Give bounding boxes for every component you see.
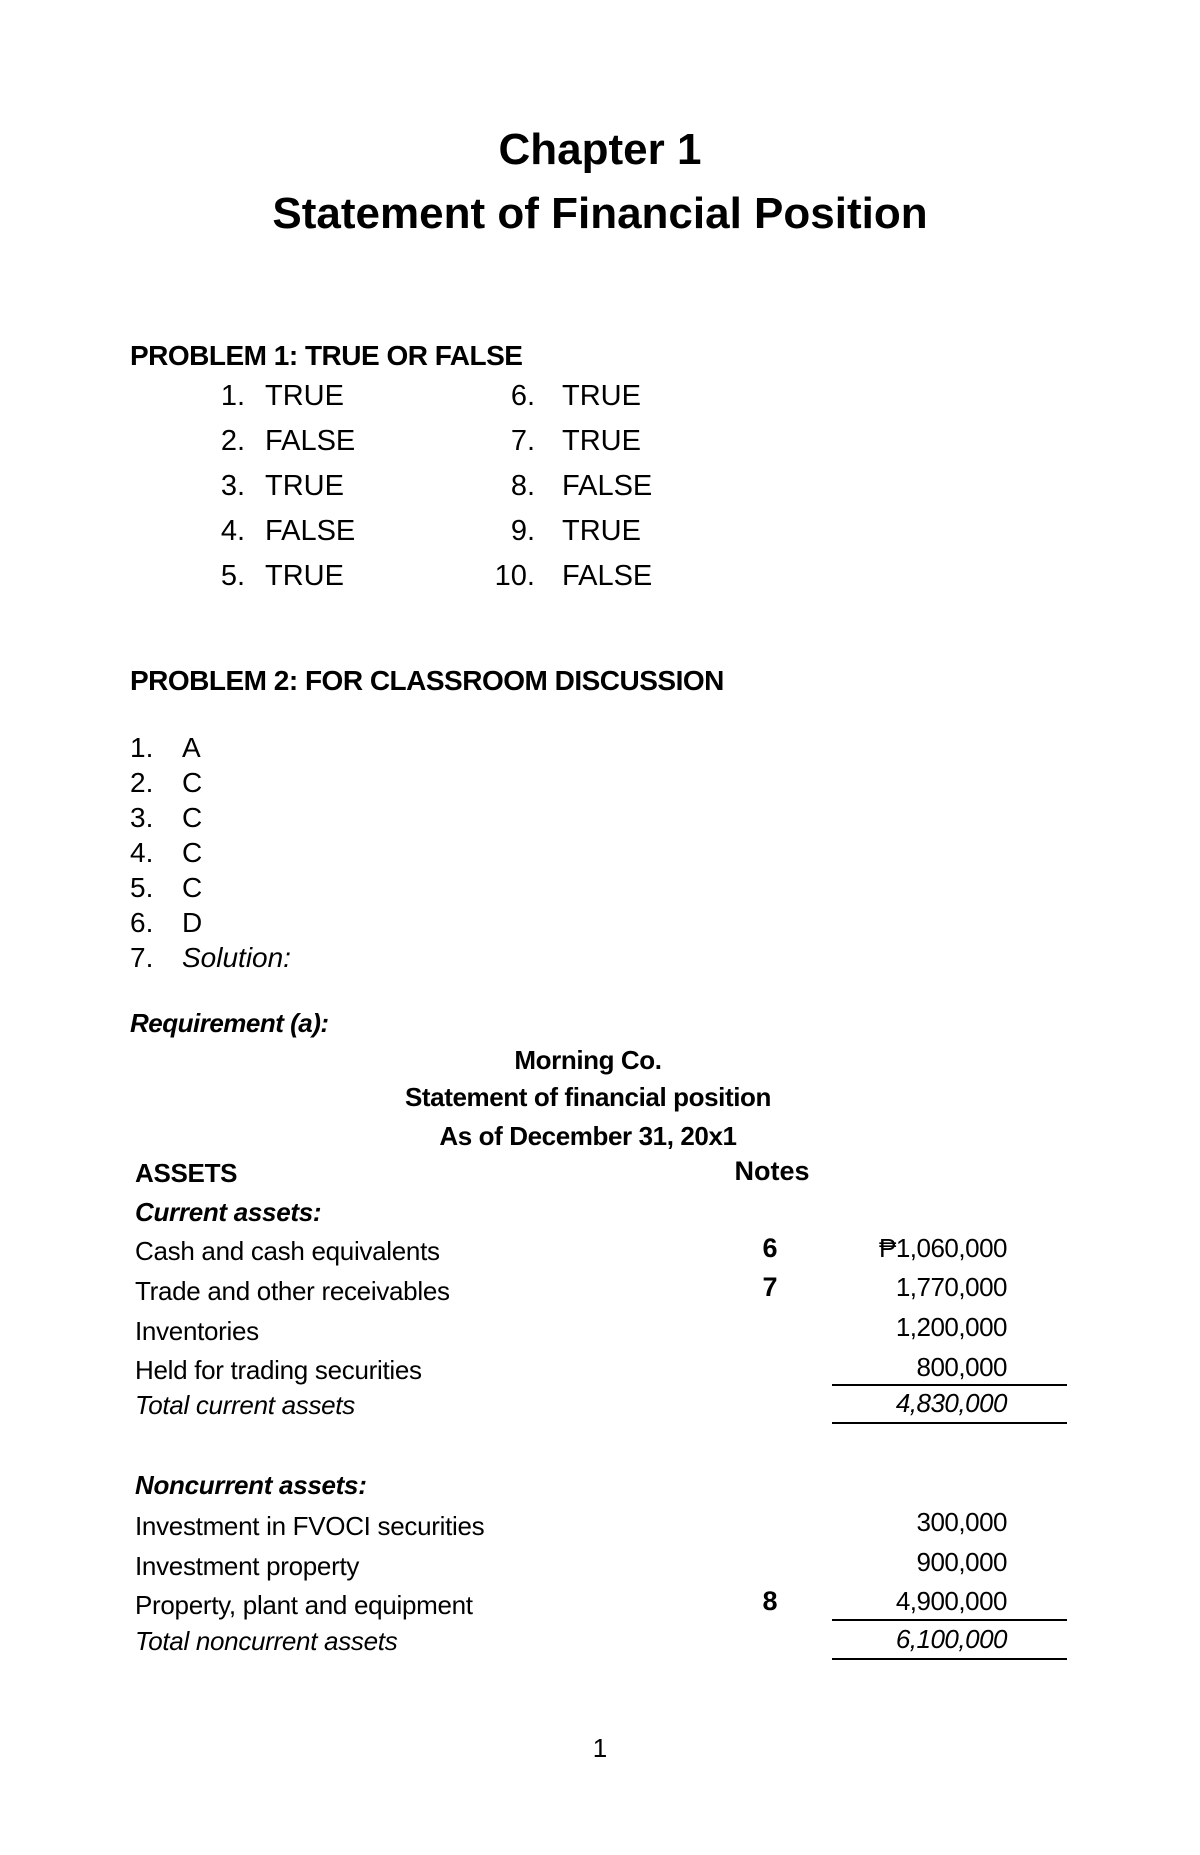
item-number: 10. [494,560,535,592]
company-name: Morning Co. [514,1045,662,1075]
line-item-amount: 300,000 [916,1507,1007,1537]
problem1-heading: PROBLEM 1: TRUE OR FALSE [130,340,523,371]
line-item-label: Inventories [135,1316,259,1346]
item-number: 6. [510,380,535,412]
line-item-note: 8 [762,1586,778,1616]
chapter-number: Chapter 1 [498,125,702,174]
item-answer: FALSE [562,470,653,502]
line-item-amount: 900,000 [916,1547,1007,1577]
item-number: 1. [130,732,154,763]
line-item-label: Investment property [135,1551,360,1581]
item-number: 2. [130,767,154,798]
line-item-label: Held for trading securities [135,1355,422,1385]
requirement-label: Requirement (a): [130,1008,329,1038]
line-item-label: Investment in FVOCI securities [135,1511,485,1541]
item-number: 4. [220,515,245,547]
item-answer: FALSE [562,560,653,592]
item-answer: TRUE [265,380,344,412]
item-number: 1. [220,380,245,412]
item-number: 3. [130,802,154,833]
total-rule [832,1422,1067,1424]
statement-title: Statement of financial position [404,1082,772,1112]
line-item-note: 7 [762,1272,778,1302]
total-noncurrent-assets-label: Total noncurrent assets [135,1626,398,1656]
current-assets-label: Current assets: [135,1197,322,1227]
item-answer: D [182,907,203,938]
item-answer: TRUE [562,380,641,412]
line-item-label: Property, plant and equipment [135,1590,473,1620]
item-answer: TRUE [265,470,344,502]
total-noncurrent-assets-amount: 6,100,000 [895,1624,1007,1654]
total-current-assets-label: Total current assets [135,1390,355,1420]
item-answer: C [182,872,203,903]
item-number: 5. [130,872,154,903]
item-answer: TRUE [562,515,641,547]
line-item-label: Trade and other receivables [135,1276,450,1306]
item-number: 9. [510,515,535,547]
noncurrent-assets-label: Noncurrent assets: [135,1470,367,1500]
line-item-amount: ₱1,060,000 [878,1233,1007,1263]
item-answer: A [182,732,201,763]
item-number: 4. [130,837,154,868]
line-item-amount: 1,770,000 [895,1272,1007,1302]
item-number: 5. [220,560,245,592]
line-item-amount: 1,200,000 [895,1312,1007,1342]
line-item-amount: 4,900,000 [895,1586,1007,1616]
assets-label: ASSETS [135,1158,238,1188]
total-current-assets-amount: 4,830,000 [895,1388,1007,1418]
item-number: 3. [220,470,245,502]
item-answer: FALSE [265,425,356,457]
chapter-title [0,118,1200,246]
line-item-amount: 800,000 [916,1352,1007,1382]
item-answer: FALSE [265,515,356,547]
item-number: 8. [510,470,535,502]
item-answer: Solution: [182,942,291,973]
problem2-heading: PROBLEM 2: FOR CLASSROOM DISCUSSION [130,665,724,696]
subtotal-rule [832,1384,1067,1386]
page-number: 1 [592,1733,608,1763]
total-rule [832,1658,1067,1660]
statement-date: As of December 31, 20x1 [439,1121,737,1151]
item-number: 6. [130,907,154,938]
subtotal-rule [832,1619,1067,1621]
item-answer: C [182,837,203,868]
item-number: 7. [510,425,535,457]
notes-column-header: Notes [734,1156,810,1186]
chapter-name: Statement of Financial Position [272,189,928,238]
item-answer: TRUE [265,560,344,592]
item-number: 2. [220,425,245,457]
item-answer: C [182,767,203,798]
line-item-note: 6 [762,1233,778,1263]
item-answer: TRUE [562,425,641,457]
line-item-label: Cash and cash equivalents [135,1236,440,1266]
item-number: 7. [130,942,154,973]
item-answer: C [182,802,203,833]
